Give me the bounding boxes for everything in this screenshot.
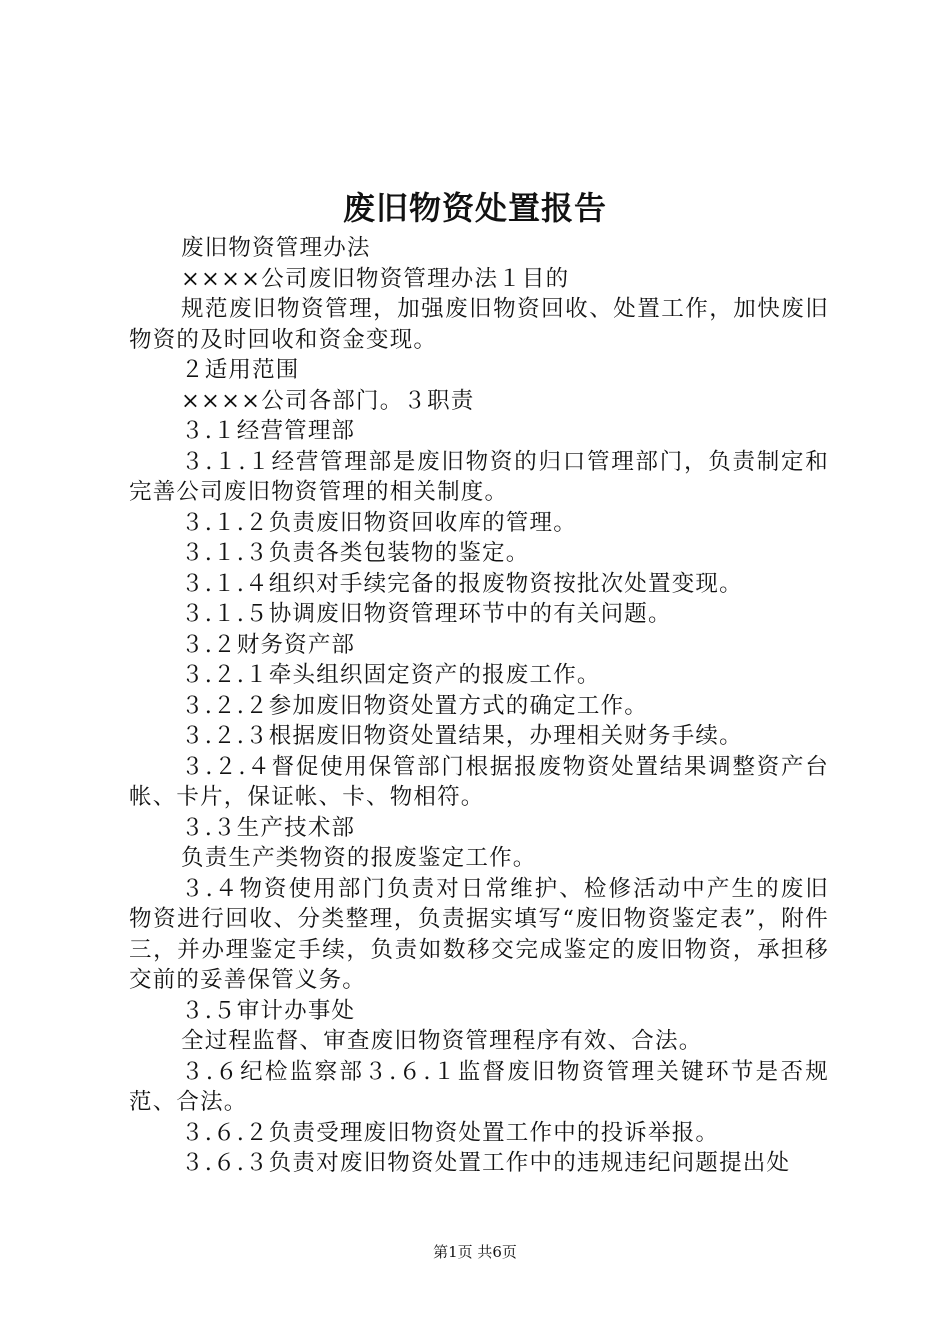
document-body (129, 233, 829, 1179)
paragraph: ３.２.２参加废旧物资处置方式的确定工作。 (181, 692, 649, 719)
paragraph: ３.６.２负责受理废旧物资处置工作中的投诉举报。 (181, 1119, 720, 1146)
paragraph: ３.２.４督促使用保管部门根据报废物资处置结果调整资产台帐、卡片，保证帐、卡、物相符。 (129, 753, 829, 810)
paragraph: ３.５审计办事处 (181, 997, 356, 1024)
paragraph: ２适用范围 (181, 357, 300, 383)
paragraph: 规范废旧物资管理，加强废旧物资回收、处置工作，加快废旧物资的及时回收和资金变现。 (129, 296, 829, 353)
paragraph: 负责生产类物资的报废鉴定工作。 (181, 845, 537, 871)
paragraph: ３.２.１牵头组织固定资产的报废工作。 (181, 662, 601, 688)
paragraph: ３.２.３根据废旧物资处置结果，办理相关财务手续。 (181, 723, 743, 749)
document-title: 废旧物资处置报告 (342, 189, 607, 227)
paragraph: ３.１.３负责各类包装物的鉴定。 (181, 540, 530, 566)
page-number-footer: 第1页 共6页 (433, 1243, 517, 1261)
paragraph: ３.１经营管理部 (181, 418, 356, 444)
paragraph: ３.６.３负责对废旧物资处置工作中的违规违纪问题提出处 (181, 1150, 791, 1176)
paragraph: 废旧物资管理办法 (181, 235, 371, 261)
paragraph: ××××公司各部门。３职责 (181, 387, 475, 414)
paragraph: 全过程监督、审查废旧物资管理程序有效、合法。 (181, 1028, 703, 1054)
paragraph: ３.４物资使用部门负责对日常维护、检修活动中产生的废旧物资进行回收、分类整理，负责据实填写“废旧物资鉴定表”，附件三，并办理鉴定手续，负责如数移交完成鉴定的废旧物资，承担移交前的妥善保管义务。 (129, 875, 829, 993)
paragraph: ３.１.４组织对手续完备的报废物资按批次处置变现。 (181, 570, 743, 597)
paragraph: ３.６纪检监察部３.６.１监督废旧物资管理关键环节是否规范、合法。 (129, 1058, 829, 1115)
paragraph: ３.２财务资产部 (181, 631, 356, 658)
paragraph: ３.１.１经营管理部是废旧物资的归口管理部门，负责制定和完善公司废旧物资管理的相关制度。 (129, 448, 829, 505)
paragraph: ３.１.５协调废旧物资管理环节中的有关问题。 (181, 601, 672, 627)
paragraph: ３.１.２负责废旧物资回收库的管理。 (181, 509, 577, 536)
paragraph: ××××公司废旧物资管理办法１目的 (181, 265, 570, 292)
paragraph: ３.３生产技术部 (181, 814, 356, 841)
